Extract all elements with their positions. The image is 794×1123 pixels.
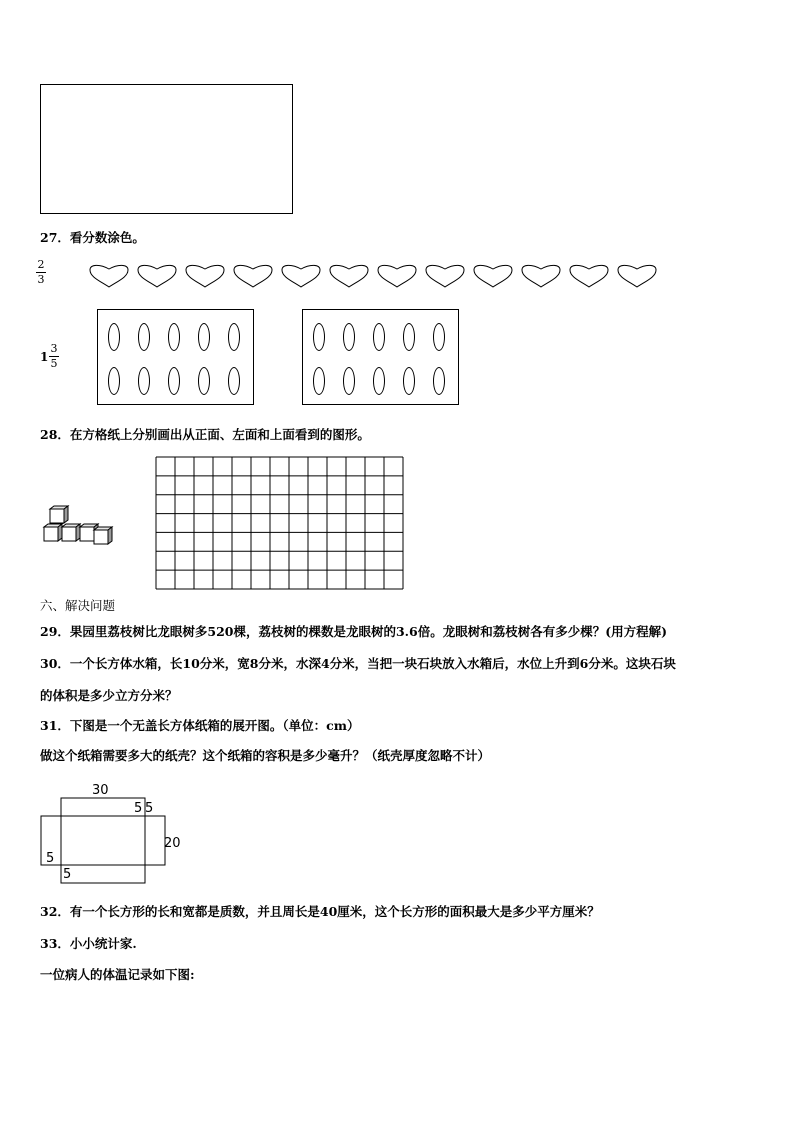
oval-icon [433, 323, 445, 351]
oval-icon [108, 367, 120, 395]
dim-flap-a: 5 [134, 801, 143, 816]
oval-box-2 [302, 309, 459, 405]
dim-length: 30 [92, 783, 109, 798]
oval-icon [198, 367, 210, 395]
answer-box [40, 84, 293, 214]
q28-label: 28．在方格纸上分别画出从正面、左面和上面看到的图形。 [40, 427, 370, 442]
q32-text: 32．有一个长方形的长和宽都是质数，并且周长是40厘米，这个长方形的面积最大是多少平方厘米？ [40, 904, 600, 919]
dim-width: 20 [164, 836, 181, 851]
heart-icon-10 [522, 265, 560, 287]
oval-icon [343, 323, 355, 351]
heart-icon-1 [90, 265, 128, 287]
heart-icon-9 [474, 265, 512, 287]
heart-icon-2 [138, 265, 176, 287]
oval-icon [403, 323, 415, 351]
dim-flap-b: 5 [145, 801, 154, 816]
q31-text-line2: 做这个纸箱需要多大的纸壳？这个纸箱的容积是多少毫升？（纸壳厚度忽略不计） [40, 748, 491, 763]
oval-icon [373, 323, 385, 351]
oval-box-1 [97, 309, 254, 405]
oval-icon [228, 323, 240, 351]
oval-icon [313, 367, 325, 395]
q33-title: 33．小小统计家. [40, 936, 137, 951]
oval-icon [403, 367, 415, 395]
fraction-denominator: 5 [50, 357, 58, 370]
oval-icon [198, 323, 210, 351]
fraction-2-3 [36, 259, 46, 286]
oval-icon [343, 367, 355, 395]
hearts-row [88, 263, 668, 289]
q29-text: 29．果园里荔枝树比龙眼树多520棵，荔枝树的棵数是龙眼树的3.6倍。龙眼树和荔枝树各有多少棵？(用方程解) [40, 624, 668, 639]
heart-icon-7 [378, 265, 416, 287]
q30-text-line2: 的体积是多少立方分米？ [40, 688, 178, 703]
heart-icon-5 [282, 265, 320, 287]
cube-stack-icon [42, 505, 118, 547]
mixed-fraction-whole: 1 [40, 350, 49, 364]
oval-icon [108, 323, 120, 351]
q31-text-line1: 31．下图是一个无盖长方体纸箱的展开图。（单位：cm） [40, 718, 360, 733]
grid-paper [155, 456, 404, 590]
dim-bottom: 5 [63, 867, 72, 882]
heart-icon-6 [330, 265, 368, 287]
oval-icon [228, 367, 240, 395]
q27-label: 27．看分数涂色。 [40, 230, 145, 245]
heart-icon-4 [234, 265, 272, 287]
fraction-numerator: 3 [50, 342, 58, 355]
oval-icon [168, 323, 180, 351]
oval-icon [433, 367, 445, 395]
dim-left: 5 [46, 851, 55, 866]
heart-icon-12 [618, 265, 656, 287]
fraction-numerator: 2 [37, 258, 45, 271]
oval-icon [138, 367, 150, 395]
oval-icon [313, 323, 325, 351]
q33-text: 一位病人的体温记录如下图: [40, 967, 195, 982]
heart-icon-8 [426, 265, 464, 287]
oval-icon [373, 367, 385, 395]
q30-text-line1: 30．一个长方体水箱，长10分米，宽8分米，水深4分米，当把一块石块放入水箱后，水位上升到6分米。这块石块 [40, 656, 676, 671]
fraction-denominator: 3 [37, 273, 45, 286]
oval-icon [168, 367, 180, 395]
oval-icon [138, 323, 150, 351]
mixed-fraction [49, 343, 59, 370]
heart-icon-3 [186, 265, 224, 287]
section-heading: 六、解决问题 [40, 598, 116, 613]
heart-icon-11 [570, 265, 608, 287]
